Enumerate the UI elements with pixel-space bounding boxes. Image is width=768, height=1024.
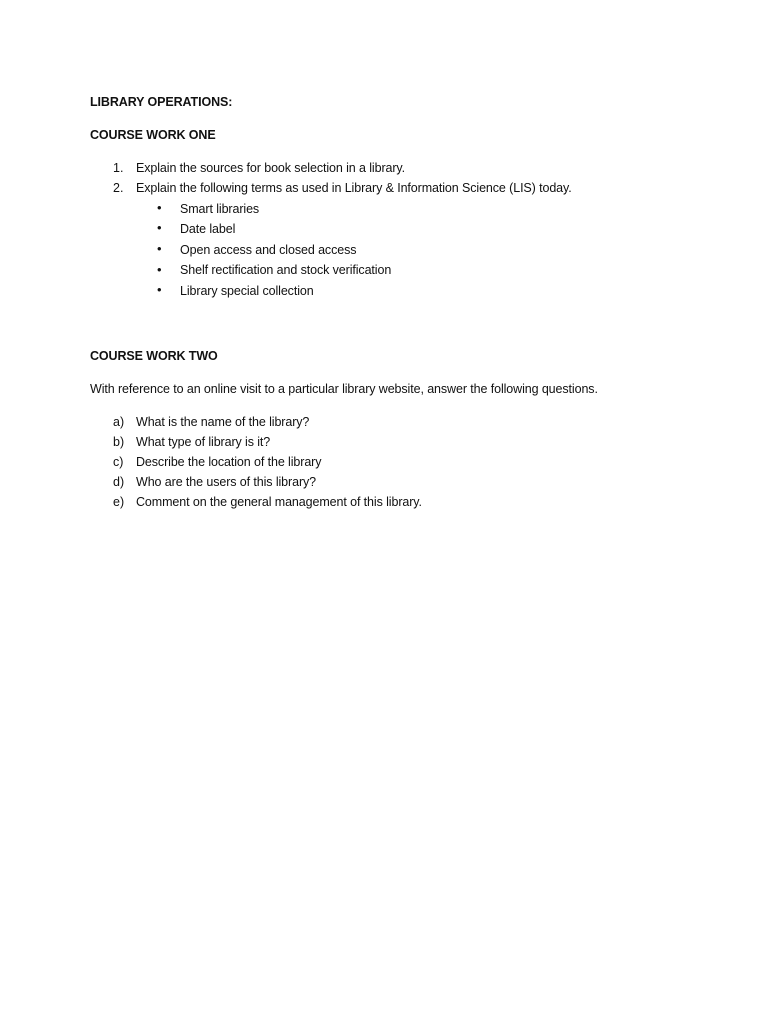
question-letter: c) [113,455,124,469]
item-number: 1. [113,161,124,175]
bullet-text: Smart libraries [180,202,260,216]
question-text: Describe the location of the library [136,455,322,469]
bullet-icon: • [157,282,162,297]
bullet-text: Date label [180,222,236,236]
item-text: Explain the sources for book selection in a library. [136,161,406,175]
bullet-text: Shelf rectification and stock verification [180,263,392,277]
question-text: Comment on the general management of this library. [136,495,422,509]
question-letter: d) [113,475,125,489]
course-two-intro: With reference to an online visit to a particular library website, answer the following questions. [90,382,598,396]
bullet-icon: • [157,241,162,256]
question-text: Who are the users of this library? [136,475,317,489]
item-number: 2. [113,181,124,195]
document-title: LIBRARY OPERATIONS: [90,95,233,109]
item-text: Explain the following terms as used in Library & Information Science (LIS) today. [136,181,572,195]
question-text: What is the name of the library? [136,415,310,429]
question-text: What type of library is it? [136,435,271,449]
question-letter: b) [113,435,125,449]
course-two-heading: COURSE WORK TWO [90,349,218,363]
bullet-icon: • [157,220,162,235]
course-one-heading: COURSE WORK ONE [90,128,216,142]
bullet-text: Open access and closed access [180,243,357,257]
bullet-icon: • [157,262,162,277]
question-letter: e) [113,495,125,509]
bullet-text: Library special collection [180,284,314,298]
bullet-icon: • [157,200,162,215]
question-letter: a) [113,415,125,429]
